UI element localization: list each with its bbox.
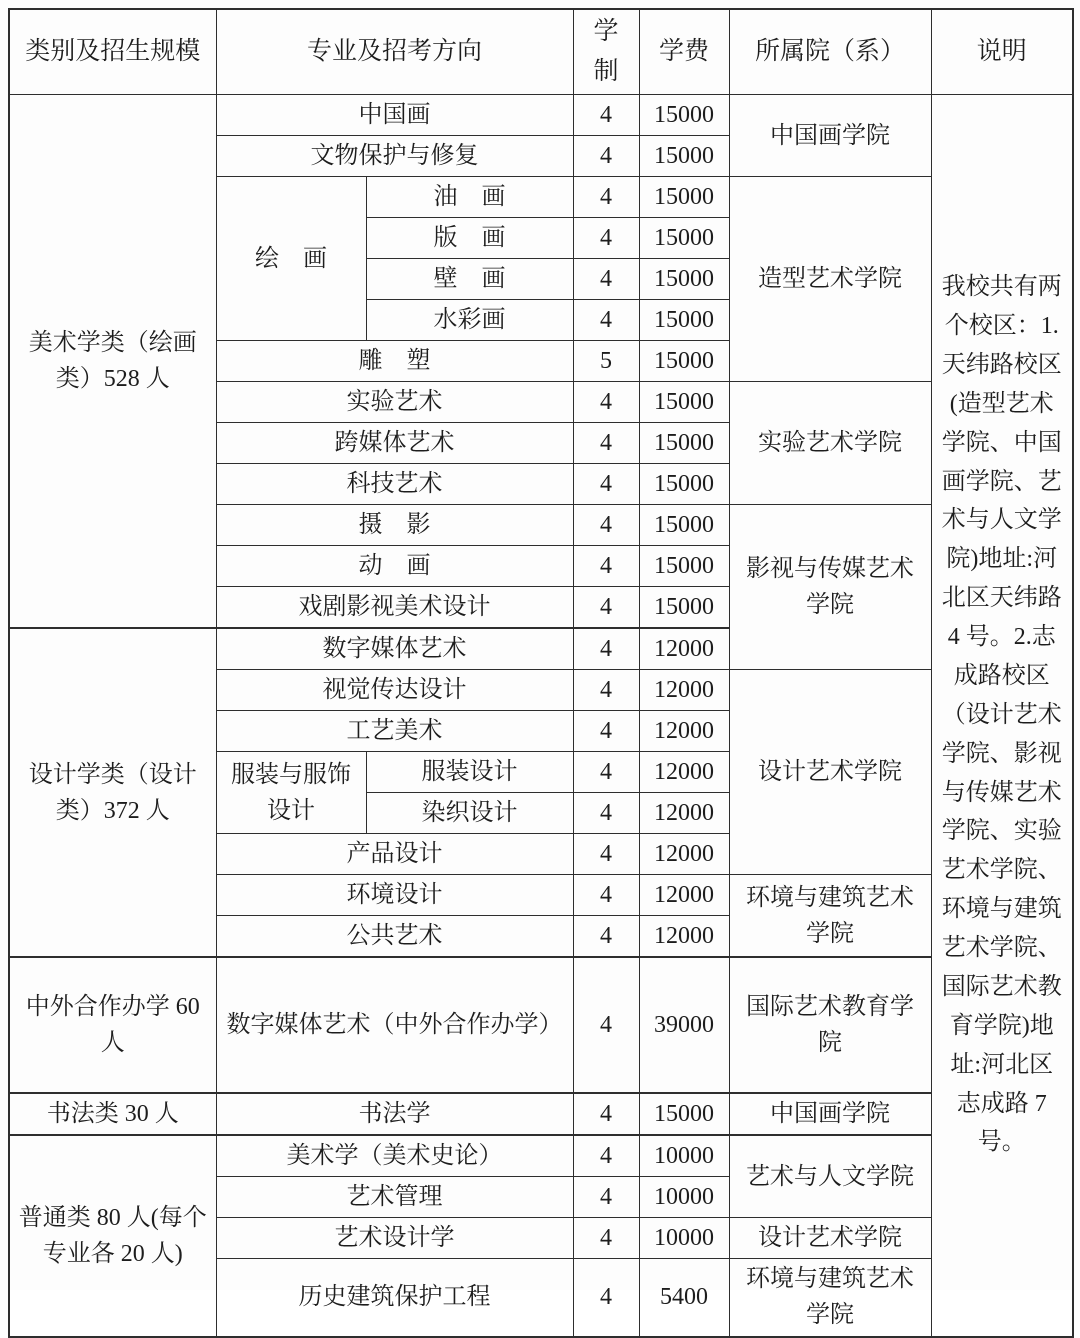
college-cell: 实验艺术学院 bbox=[729, 382, 931, 505]
tuition-cell: 15000 bbox=[639, 218, 729, 259]
tuition-cell: 15000 bbox=[639, 505, 729, 546]
header-duration bbox=[573, 9, 639, 95]
duration-cell: 4 bbox=[573, 259, 639, 300]
major-cell: 环境设计 bbox=[216, 875, 573, 916]
major-cell: 视觉传达设计 bbox=[216, 670, 573, 711]
major-cell: 中国画 bbox=[216, 95, 573, 136]
tuition-cell: 15000 bbox=[639, 300, 729, 341]
college-cell: 影视与传媒艺术学院 bbox=[729, 505, 931, 670]
college-cell: 环境与建筑艺术学院 bbox=[729, 875, 931, 958]
duration-cell: 4 bbox=[573, 505, 639, 546]
tuition-cell: 10000 bbox=[639, 1218, 729, 1259]
tuition-cell: 15000 bbox=[639, 341, 729, 382]
table-row bbox=[9, 95, 1073, 136]
tuition-cell: 10000 bbox=[639, 1135, 729, 1177]
header-tuition: 学费 bbox=[639, 9, 729, 95]
college-cell: 国际艺术教育学院 bbox=[729, 957, 931, 1093]
tuition-cell: 39000 bbox=[639, 957, 729, 1093]
major-cell: 雕 塑 bbox=[216, 341, 573, 382]
duration-cell: 4 bbox=[573, 793, 639, 834]
major-cell: 服装设计 bbox=[366, 752, 573, 793]
category-cell-fine-arts: 美术学类（绘画类）528 人 bbox=[9, 95, 216, 629]
header-duration-label: 学制 bbox=[593, 18, 619, 85]
tuition-cell: 15000 bbox=[639, 136, 729, 177]
major-cell: 壁 画 bbox=[366, 259, 573, 300]
major-cell: 书法学 bbox=[216, 1093, 573, 1135]
college-cell: 设计艺术学院 bbox=[729, 1218, 931, 1259]
duration-cell: 4 bbox=[573, 875, 639, 916]
duration-cell: 4 bbox=[573, 1093, 639, 1135]
college-cell: 造型艺术学院 bbox=[729, 177, 931, 382]
duration-cell: 4 bbox=[573, 587, 639, 629]
major-cell: 艺术设计学 bbox=[216, 1218, 573, 1259]
college-cell: 设计艺术学院 bbox=[729, 670, 931, 875]
major-cell: 染织设计 bbox=[366, 793, 573, 834]
group-cell-fashion: 服装与服饰设计 bbox=[216, 752, 366, 834]
category-cell-calligraphy: 书法类 30 人 bbox=[9, 1093, 216, 1135]
duration-cell: 4 bbox=[573, 834, 639, 875]
major-cell: 数字媒体艺术（中外合作办学） bbox=[216, 957, 573, 1093]
tuition-cell: 12000 bbox=[639, 793, 729, 834]
duration-cell: 4 bbox=[573, 1218, 639, 1259]
duration-cell: 4 bbox=[573, 300, 639, 341]
major-cell: 文物保护与修复 bbox=[216, 136, 573, 177]
tuition-cell: 12000 bbox=[639, 711, 729, 752]
group-cell-painting: 绘 画 bbox=[216, 177, 366, 341]
duration-cell: 4 bbox=[573, 464, 639, 505]
tuition-cell: 15000 bbox=[639, 587, 729, 629]
category-cell-design: 设计学类（设计类）372 人 bbox=[9, 628, 216, 957]
tuition-cell: 15000 bbox=[639, 546, 729, 587]
duration-cell: 4 bbox=[573, 957, 639, 1093]
major-cell: 水彩画 bbox=[366, 300, 573, 341]
duration-cell: 4 bbox=[573, 1135, 639, 1177]
tuition-cell: 12000 bbox=[639, 752, 729, 793]
college-cell: 艺术与人文学院 bbox=[729, 1135, 931, 1218]
tuition-cell: 12000 bbox=[639, 916, 729, 958]
college-cell: 中国画学院 bbox=[729, 1093, 931, 1135]
major-cell: 科技艺术 bbox=[216, 464, 573, 505]
header-category: 类别及招生规模 bbox=[9, 9, 216, 95]
major-cell: 公共艺术 bbox=[216, 916, 573, 958]
table-row bbox=[9, 957, 1073, 1093]
header-college: 所属院（系） bbox=[729, 9, 931, 95]
duration-cell: 4 bbox=[573, 423, 639, 464]
tuition-cell: 15000 bbox=[639, 1093, 729, 1135]
tuition-cell: 15000 bbox=[639, 423, 729, 464]
major-cell: 戏剧影视美术设计 bbox=[216, 587, 573, 629]
table-row bbox=[9, 1093, 1073, 1135]
tuition-cell: 12000 bbox=[639, 628, 729, 670]
tuition-cell: 12000 bbox=[639, 670, 729, 711]
major-cell: 动 画 bbox=[216, 546, 573, 587]
note-cell: 我校共有两个校区：1.天纬路校区(造型艺术学院、中国画学院、艺术与人文学院)地址:河北区天纬路 4 号。2.志成路校区（设计艺术学院、影视与传媒艺术学院、实验艺术学院、环境与建筑艺术学院、国际艺术教育学院)地址:河北区志成路 7 号。 bbox=[931, 95, 1073, 1337]
major-cell: 历史建筑保护工程 bbox=[216, 1259, 573, 1337]
major-cell: 美术学（美术史论） bbox=[216, 1135, 573, 1177]
major-cell: 实验艺术 bbox=[216, 382, 573, 423]
tuition-cell: 10000 bbox=[639, 1177, 729, 1218]
duration-cell: 5 bbox=[573, 341, 639, 382]
tuition-cell: 15000 bbox=[639, 177, 729, 218]
duration-cell: 4 bbox=[573, 916, 639, 958]
college-cell: 环境与建筑艺术学院 bbox=[729, 1259, 931, 1337]
duration-cell: 4 bbox=[573, 546, 639, 587]
duration-cell: 4 bbox=[573, 628, 639, 670]
duration-cell: 4 bbox=[573, 670, 639, 711]
tuition-cell: 12000 bbox=[639, 834, 729, 875]
header-row bbox=[9, 9, 1073, 95]
major-cell: 跨媒体艺术 bbox=[216, 423, 573, 464]
tuition-cell: 5400 bbox=[639, 1259, 729, 1337]
tuition-cell: 15000 bbox=[639, 464, 729, 505]
duration-cell: 4 bbox=[573, 711, 639, 752]
major-cell: 产品设计 bbox=[216, 834, 573, 875]
category-cell-intl: 中外合作办学 60 人 bbox=[9, 957, 216, 1093]
major-cell: 艺术管理 bbox=[216, 1177, 573, 1218]
major-cell: 摄 影 bbox=[216, 505, 573, 546]
tuition-cell: 15000 bbox=[639, 382, 729, 423]
duration-cell: 4 bbox=[573, 218, 639, 259]
tuition-cell: 15000 bbox=[639, 259, 729, 300]
major-cell: 版 画 bbox=[366, 218, 573, 259]
college-cell: 中国画学院 bbox=[729, 95, 931, 177]
duration-cell: 4 bbox=[573, 382, 639, 423]
duration-cell: 4 bbox=[573, 1259, 639, 1337]
header-note: 说明 bbox=[931, 9, 1073, 95]
tuition-cell: 15000 bbox=[639, 95, 729, 136]
duration-cell: 4 bbox=[573, 752, 639, 793]
duration-cell: 4 bbox=[573, 177, 639, 218]
major-cell: 数字媒体艺术 bbox=[216, 628, 573, 670]
header-major: 专业及招考方向 bbox=[216, 9, 573, 95]
duration-cell: 4 bbox=[573, 95, 639, 136]
tuition-cell: 12000 bbox=[639, 875, 729, 916]
major-cell: 工艺美术 bbox=[216, 711, 573, 752]
category-cell-general: 普通类 80 人(每个专业各 20 人) bbox=[9, 1135, 216, 1337]
major-cell: 油 画 bbox=[366, 177, 573, 218]
table-row bbox=[9, 1135, 1073, 1177]
duration-cell: 4 bbox=[573, 136, 639, 177]
admissions-table bbox=[8, 8, 1074, 1338]
duration-cell: 4 bbox=[573, 1177, 639, 1218]
